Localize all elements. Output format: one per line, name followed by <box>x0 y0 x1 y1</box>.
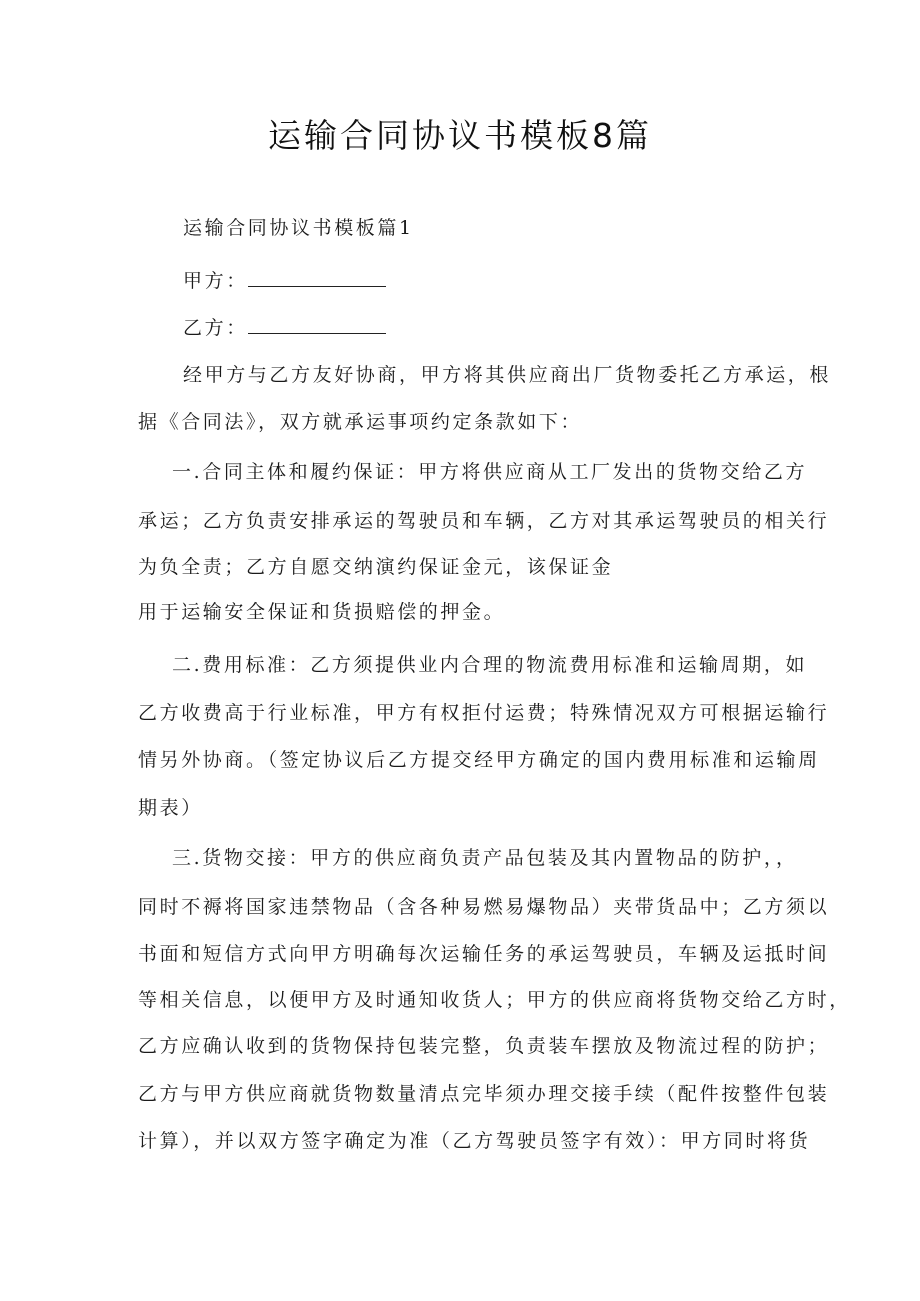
section-heading: 运输合同协议书模板篇1 <box>183 217 414 239</box>
body-line: 同时不褥将国家违禁物品（含各种易燃易爆物品）夹带货品中；乙方须以 <box>138 896 830 918</box>
party-b-blank <box>248 315 386 334</box>
party-b-label: 乙方： <box>183 317 248 339</box>
body-line: 书面和短信方式向甲方明确每次运输任务的承运驾驶员，车辆及运抵时间 <box>138 943 830 965</box>
party-a-line <box>183 267 386 295</box>
body-line: 乙方应确认收到的货物保持包装完整，负责装车摆放及物流过程的防护； <box>138 1035 830 1057</box>
body-line: 经甲方与乙方友好协商，甲方将其供应商出厂货物委托乙方承运，根 <box>183 364 832 386</box>
body-line: 用于运输安全保证和货损赔偿的押金。 <box>138 601 506 623</box>
body-line: 一.合同主体和履约保证：甲方将供应商从工厂发出的货物交给乙方 <box>172 461 808 483</box>
body-line: 计算），并以双方签字确定为准（乙方驾驶员签字有效）：甲方同时将货 <box>138 1130 811 1152</box>
body-line: 为负全责；乙方自愿交纳演约保证金元，该保证金 <box>138 556 614 578</box>
document-title: 运输合同协议书模板8篇 <box>268 116 652 155</box>
body-line: 承运；乙方负责安排承运的驾驶员和车辆，乙方对其承运驾驶员的相关行 <box>138 510 830 532</box>
body-line: 三.货物交接：甲方的供应商负责产品包装及其内置物品的防护，， <box>172 847 798 869</box>
body-line: 乙方与甲方供应商就货物数量清点完毕须办理交接手续（配件按整件包装 <box>138 1083 830 1105</box>
body-line: 据《合同法》，双方就承运事项约定条款如下： <box>138 411 583 433</box>
body-line: 情另外协商。（签定协议后乙方提交经甲方确定的国内费用标准和运输周 <box>138 749 820 771</box>
body-line: 等相关信息，以便甲方及时通知收货人；甲方的供应商将货物交给乙方时， <box>138 989 851 1011</box>
party-b-line <box>183 314 386 342</box>
party-a-label: 甲方： <box>183 270 248 292</box>
body-line: 乙方收费高于行业标准，甲方有权拒付运费；特殊情况双方可根据运输行 <box>138 702 830 724</box>
body-line: 二.费用标准：乙方须提供业内合理的物流费用标准和运输周期，如 <box>172 654 808 676</box>
body-line: 期表） <box>138 797 203 819</box>
party-a-blank <box>248 268 386 287</box>
